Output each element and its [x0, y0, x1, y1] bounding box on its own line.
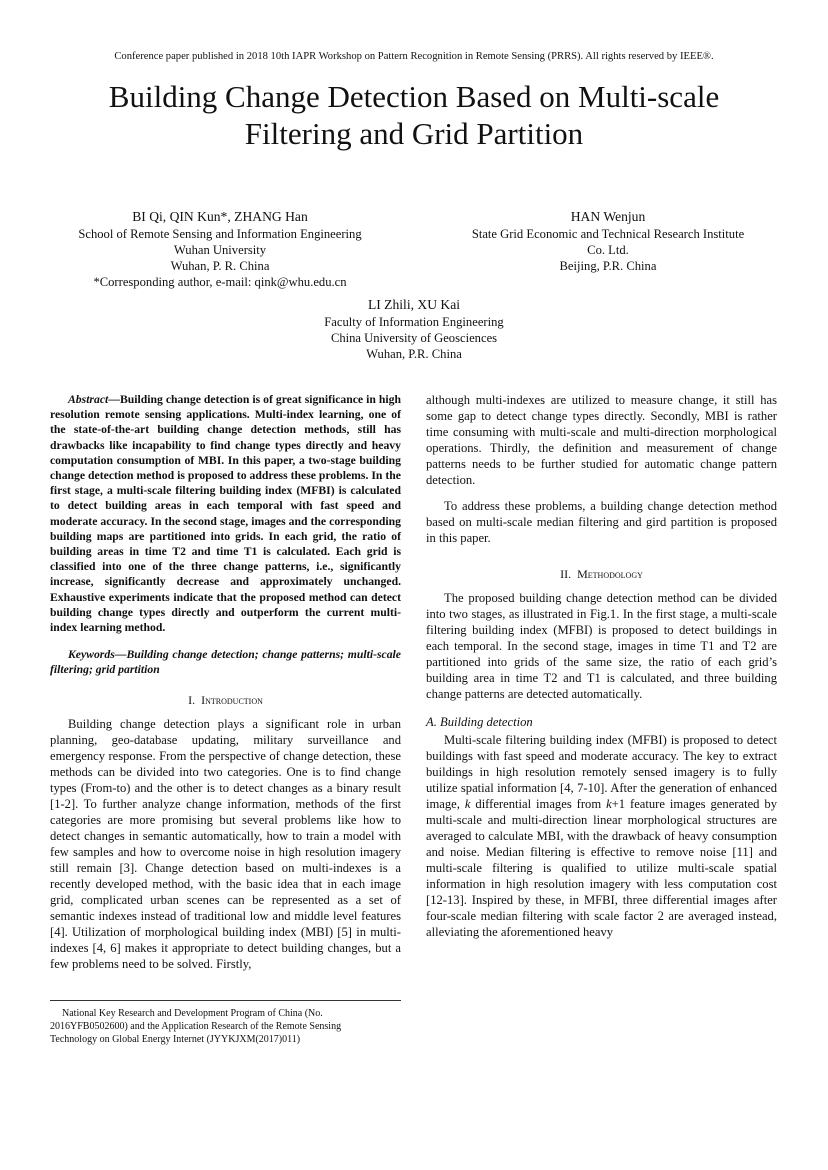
title-line-2: Filtering and Grid Partition: [244, 116, 584, 151]
section-numeral: I.: [188, 692, 196, 707]
keywords: Keywords—Building change detection; change patterns; multi-scale filtering; grid partition: [50, 648, 401, 677]
corresponding-author-email: *Corresponding author, e-mail: qink@whu.edu.cn: [93, 275, 347, 289]
abstract: [50, 392, 401, 635]
section-title: Introduction: [201, 692, 263, 707]
author-affiliation: School of Remote Sensing and Information Engineering: [78, 227, 362, 241]
publication-notice: Conference paper published in 2018 10th IAPR Workshop on Pattern Recognition in Remote Sensing (PRRS). All rights reserved by IEEE®.: [114, 51, 714, 62]
section-heading-introduction: [50, 692, 401, 708]
abstract-text: —Building change detection is of great significance in high resolution remote sensing applications. Multi-index learning, one of the state-of-the-art building change detection methods, still has drawbacks like incapability to find change types directly and heavy computation consumption of MBI. In this paper, a two-stage building change detection method is proposed to address these problems. In the first stage, a multi-scale filtering building index (MFBI) is calculated to detect building areas in each temporal with fast speed and moderate accuracy. In the second stage, images and the corresponding building maps are partitioned into grids. In each grid, the ratio of building areas in time T2 and time T1 is calculated. Each grid is classified into one of the three change patterns, i.e., significantly increase, significantly decrease and approximately unchanged. Exhaustive experiments indicate that the proposed method can detect building change types directly and outperform the current multi-index learning method.: [50, 393, 401, 635]
abstract-label: Abstract: [68, 393, 109, 406]
building-detection-paragraph: Multi-scale filtering building index (MFBI) is proposed to detect buildings with fast speed and moderate accuracy. The key to extract buildings in high resolution remotely sensed imagery is to fully utilize spatial information [4, 7-10]. After the generation of enhanced image, k differential images from k+1 feature images generated by multi-scale and multi-direction linear morphological structures are averaged to calculate MBI, with the drawback of heavy consumption and noise. Median filtering is effective to remove noise [11] and multi-scale filtering is qualified to utilize multi-scale spatial information in high resolution imagery with less computation cost [12-13]. Inspired by these, in MFBI, three differential images after four-scale median filtering with scale factor 2 are averaged instead, alleviating the aforementioned heavy: [426, 733, 777, 939]
funding-footnote: [50, 1007, 401, 1046]
author-block-whu: [50, 208, 390, 290]
author-names: HAN Wenjun: [570, 209, 646, 224]
author-block-cug: [244, 296, 584, 362]
footnote-line: National Key Research and Development Program of China (No.: [62, 1008, 323, 1019]
author-affiliation: Co. Ltd.: [587, 243, 629, 257]
right-column: [426, 392, 777, 940]
subsection-heading-building-detection: [426, 714, 777, 730]
left-column: [50, 392, 401, 972]
section-heading-methodology: [426, 566, 777, 582]
footnote-line: 2016YFB0502600) and the Application Research of the Remote Sensing: [50, 1021, 342, 1032]
footnote-divider: [50, 1000, 401, 1001]
introduction-paragraph-continued: although multi-indexes are utilized to measure change, it still has some gap to detect change types directly. Secondly, MBI is rather time consuming with multi-scale and multi-direction morphological operations. Thirdly, the definition and measurement of change patterns needs to be further studied for automatic change pattern detection.: [426, 393, 777, 487]
author-names: LI Zhili, XU Kai: [367, 297, 461, 312]
subsection-title: Building detection: [440, 715, 533, 729]
introduction-paragraph: To address these problems, a building change detection method based on multi-scale median filtering and gird partition is proposed in this paper.: [426, 499, 777, 545]
author-affiliation: Wuhan, P.R. China: [366, 347, 462, 361]
subsection-label: A.: [426, 715, 437, 729]
author-affiliation: Wuhan, P. R. China: [170, 259, 270, 273]
paper-title: [40, 78, 788, 152]
author-affiliation: Faculty of Information Engineering: [324, 315, 504, 329]
title-line-1: Building Change Detection Based on Multi-scale: [108, 79, 720, 114]
footnote-line: Technology on Global Energy Internet (JYYKJXM(2017)011): [50, 1034, 301, 1045]
author-block-state-grid: [438, 208, 778, 274]
author-affiliation: Wuhan University: [173, 243, 267, 257]
author-affiliation: State Grid Economic and Technical Research Institute: [471, 227, 745, 241]
introduction-paragraph: Building change detection plays a significant role in urban planning, geo-database updating, military surveillance and emergency response. From the perspective of change detection, these methods can be divided into two categories. One is to find change types (From-to) and the other is to detect changes as a binary result [1-2]. To further analyze change information, methods of the first categories are more promising but several problems like how to detect changes in semantic automatically, how to train a model with few samples and how to overcome noise in high resolution imagery still remain [3]. Change detection based on multi-indexes is a recently developed method, with the basic idea that in each image grid, complicated urban scenes can be represented as a set of semantic indexes instead of traditional low and middle level features [4]. Utilization of morphological building index (MBI) [5] in multi-indexes [4, 6] makes it appropriate to detect building changes, but a few problems need to be solved. Firstly,: [50, 716, 401, 971]
author-names: BI Qi, QIN Kun*, ZHANG Han: [132, 209, 308, 224]
methodology-paragraph: The proposed building change detection method can be divided into two stages, as illustrated in Fig.1. In the first stage, a multi-scale filtering building index (MFBI) is proposed to detect buildings in each temporal. In the second stage, images in time T1 and T2 are partitioned into grids of the same size, the ratio of each grid’s building area in time T2 and T1 is calculated, and three building change patterns are detected automatically.: [426, 591, 777, 701]
section-title: Methodology: [577, 567, 643, 581]
author-affiliation: China University of Geosciences: [330, 331, 498, 345]
author-affiliation: Beijing, P.R. China: [559, 259, 657, 273]
section-numeral: II.: [560, 567, 572, 581]
